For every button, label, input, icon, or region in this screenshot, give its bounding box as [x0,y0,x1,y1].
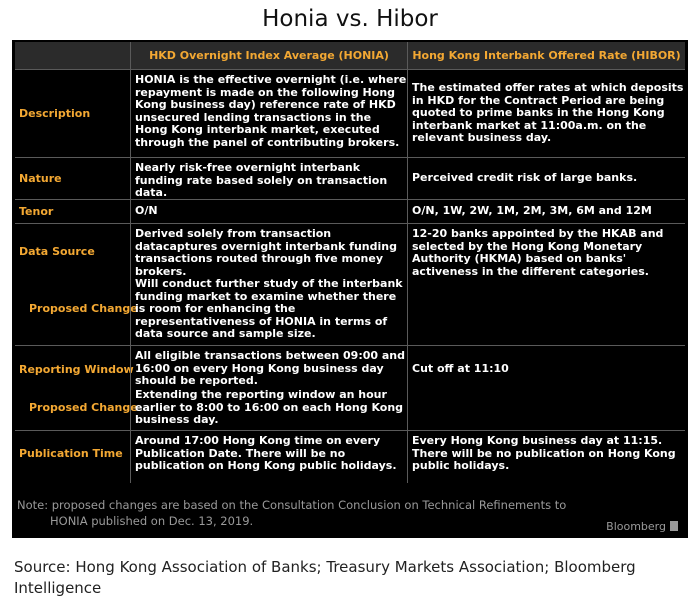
hibor-tenor: O/N, 1W, 2W, 1M, 2M, 3M, 6M and 12M [412,204,652,217]
table-row-nature [15,157,685,200]
page-title: Honia vs. Hibor [262,6,438,32]
honia-publication-time: Around 17:00 Hong Kong time on every Publication Date. There will be no publication on Hong Kong public holidays. [135,434,397,472]
header-hibor: Hong Kong Interbank Offered Rate (HIBOR) [407,42,685,69]
honia-description: HONIA is the effective overnight (i.e. where repayment is made on the following Hong Kong business day) reference rate of HKD unsecured lending transactions in the Hong Kong interbank market, executed through the panel of contributing brokers. [135,73,407,149]
header-honia: HKD Overnight Index Average (HONIA) [130,42,407,69]
row-label-reporting-window: Reporting Window [19,363,134,376]
footnote [17,497,566,529]
table-row-data-source [15,223,685,346]
footnote-line-2: HONIA published on Dec. 13, 2019. [50,514,254,528]
row-sublabel-proposed-change-2: Proposed Change [29,401,138,414]
honia-tenor: O/N [135,204,158,217]
row-label-data-source: Data Source [19,245,95,258]
hibor-description: The estimated offer rates at which deposits in HKD for the Contract Period are being quoted to prime banks in the Hong Kong interbank market at 11:00a.m. on the relevant business day. [412,81,684,144]
source-caption: Source: Hong Kong Association of Banks; Treasury Markets Association; Bloomberg Intelligence [14,558,636,597]
hibor-data-source: 12-20 banks appointed by the HKAB and selected by the Hong Kong Monetary Authority (HKMA) based on banks' activeness in the different categories. [412,227,664,278]
honia-data-source: Derived solely from transaction datacaptures overnight interbank funding transactions routed through five money brokers. [135,227,397,278]
comparison-table [15,42,685,482]
table-header-row [15,42,685,69]
table-row-tenor [15,199,685,224]
comparison-panel [12,40,688,538]
hibor-reporting-window: Cut off at 11:10 [412,362,509,375]
hibor-nature: Perceived credit risk of large banks. [412,171,638,184]
header-corner-cell [15,42,130,69]
honia-reporting-window: All eligible transactions between 09:00 and 16:00 on every Hong Kong business day should be reported. [135,349,405,387]
honia-reporting-window-change: Extending the reporting window an hour earlier to 8:00 to 16:00 on each Hong Kong business day. [135,388,404,426]
honia-data-source-change: Will conduct further study of the interbank funding market to examine whether there is room for enhancing the representativeness of HONIA in terms of data source and sample size. [135,277,403,340]
table-row-publication-time [15,430,685,483]
table-row-description [15,69,685,158]
table-row-reporting-window [15,345,685,431]
bloomberg-terminal-icon [670,521,678,531]
footnote-line-1: Note: proposed changes are based on the Consultation Conclusion on Technical Refinements to [17,498,567,512]
row-sublabel-proposed-change: Proposed Change [29,302,138,315]
hibor-publication-time: Every Hong Kong business day at 11:15. There will be no publication on Hong Kong public holidays. [412,434,676,472]
row-label-publication-time: Publication Time [19,447,123,460]
row-label-tenor: Tenor [19,205,54,218]
bloomberg-logo [606,520,678,533]
honia-nature: Nearly risk-free overnight interbank funding rate based solely on transaction data. [135,161,388,199]
row-label-nature: Nature [19,172,62,185]
row-label-description: Description [19,107,91,120]
brand-text: Bloomberg [606,520,666,533]
